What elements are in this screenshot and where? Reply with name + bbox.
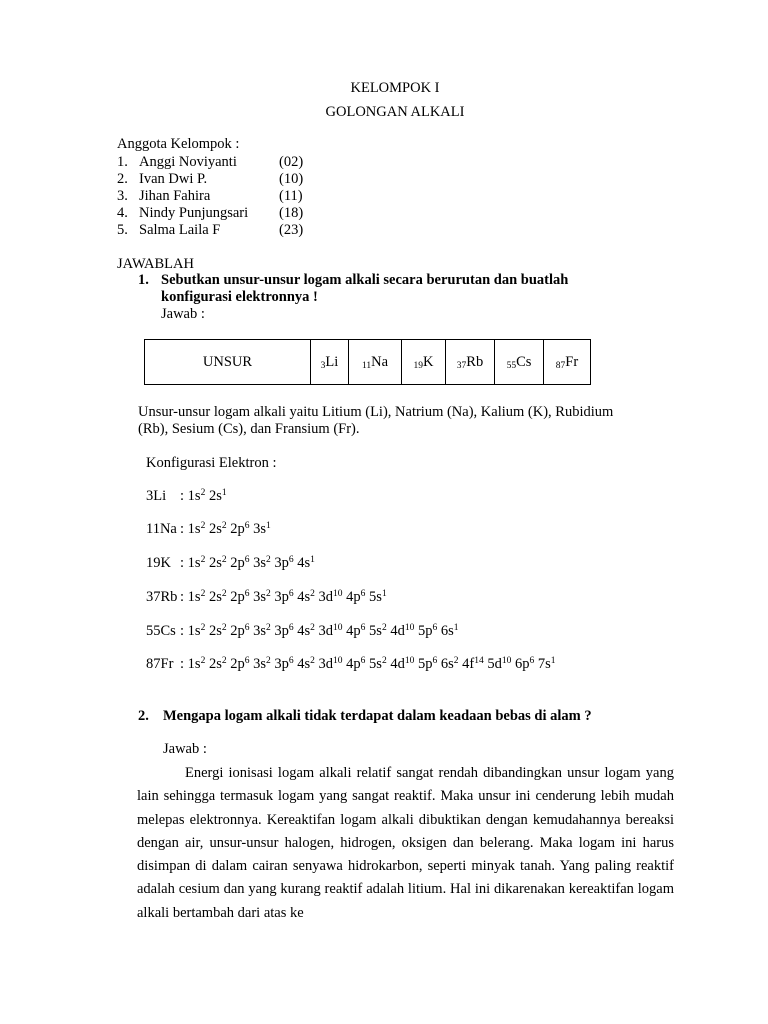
orbital-label: 3p xyxy=(274,555,289,571)
orbital-label: 1s xyxy=(187,488,201,504)
orbital-electrons: 6 xyxy=(244,656,250,666)
orbital-electrons: 10 xyxy=(404,656,415,666)
atomic-number: 11 xyxy=(361,360,372,371)
orbital xyxy=(346,623,365,639)
orbital-label: 3s xyxy=(253,656,266,672)
member-name: Jihan Fahira xyxy=(139,188,211,204)
orbital-electrons: 6 xyxy=(288,623,294,633)
config-row xyxy=(146,521,271,538)
member-name: Anggi Noviyanti xyxy=(139,154,237,170)
orbital xyxy=(188,589,206,605)
config-separator: : xyxy=(180,488,188,504)
orbital-label: 1s xyxy=(187,623,201,639)
orbital-label: 3p xyxy=(274,656,289,672)
orbital-electrons: 2 xyxy=(266,656,271,666)
orbital-label: 5s xyxy=(369,656,382,672)
orbital xyxy=(441,656,459,672)
orbital xyxy=(441,623,459,639)
orbital-electrons: 10 xyxy=(333,623,343,633)
orbital xyxy=(274,623,293,639)
element-symbol: Fr xyxy=(565,353,579,370)
element-symbol: Na xyxy=(371,353,389,370)
orbital-label: 5s xyxy=(369,589,382,605)
orbital xyxy=(319,623,343,639)
orbital-label: 2s xyxy=(208,555,222,571)
config-row xyxy=(146,488,227,505)
summary-line-2: (Rb), Sesium (Cs), dan Fransium (Fr). xyxy=(138,421,360,437)
orbital-label: 4s xyxy=(297,589,311,605)
orbital-label: 5p xyxy=(417,656,433,672)
orbital-label: 1s xyxy=(187,589,201,605)
config-separator: : xyxy=(180,623,188,639)
orbital xyxy=(418,656,437,672)
element-symbol: Li xyxy=(325,353,339,370)
member-number: 4. xyxy=(117,205,128,221)
orbital xyxy=(274,555,293,571)
config-heading: Konfigurasi Elektron : xyxy=(146,455,277,471)
q2-question: Mengapa logam alkali tidak terdapat dalam keadaan bebas di alam ? xyxy=(163,708,592,724)
element-cell xyxy=(495,340,544,385)
orbital-electrons: 10 xyxy=(404,623,415,633)
orbital-electrons: 6 xyxy=(288,656,294,666)
orbital-electrons: 2 xyxy=(200,656,206,666)
orbital-label: 3p xyxy=(274,589,289,605)
orbital-electrons: 2 xyxy=(266,555,271,565)
orbital-label: 4s xyxy=(297,623,311,639)
orbital xyxy=(188,623,206,639)
orbital-electrons: 6 xyxy=(244,589,250,599)
orbital xyxy=(418,623,437,639)
config-element: 55Cs xyxy=(146,623,176,639)
orbital xyxy=(319,589,343,605)
orbital-label: 4p xyxy=(346,589,361,605)
orbital-label: 3s xyxy=(253,623,266,639)
orbital-label: 1s xyxy=(187,656,201,672)
q2-answer-paragraph xyxy=(137,762,674,925)
orbital-electrons: 2 xyxy=(200,623,206,633)
orbital-electrons: 6 xyxy=(288,589,294,599)
orbital xyxy=(230,623,249,639)
member-item xyxy=(117,222,303,239)
orbital-label: 2p xyxy=(230,623,245,639)
element-cell xyxy=(311,340,349,385)
orbital-electrons: 2 xyxy=(221,623,227,633)
orbital xyxy=(297,589,315,605)
member-number: 2. xyxy=(117,171,128,187)
table-row xyxy=(145,340,591,385)
orbital xyxy=(390,623,414,639)
member-attendance-number: (02) xyxy=(279,154,304,170)
element-cell xyxy=(402,340,446,385)
element-cell xyxy=(544,340,591,385)
orbital xyxy=(369,623,387,639)
config-element: 19K xyxy=(146,555,171,571)
orbital xyxy=(369,589,387,605)
element-cell xyxy=(349,340,402,385)
orbital-label: 2s xyxy=(208,521,222,537)
orbital-electrons: 2 xyxy=(310,589,315,599)
orbital-electrons: 6 xyxy=(288,555,294,565)
orbital xyxy=(253,623,271,639)
orbital xyxy=(538,656,556,672)
orbital-label: 6s xyxy=(440,656,454,672)
member-attendance-number: (23) xyxy=(279,222,304,238)
orbital-label: 5s xyxy=(369,623,382,639)
orbital-electrons: 2 xyxy=(310,656,315,666)
atomic-number: 19 xyxy=(413,360,423,371)
config-separator: : xyxy=(180,555,188,571)
orbital-label: 5p xyxy=(417,623,433,639)
orbital-label: 3s xyxy=(253,521,266,537)
orbital-label: 7s xyxy=(537,656,551,672)
orbital-label: 3s xyxy=(253,555,266,571)
orbital xyxy=(230,656,249,672)
orbital-label: 2s xyxy=(208,589,222,605)
orbital-electrons: 6 xyxy=(432,656,438,666)
member-attendance-number: (10) xyxy=(279,171,304,187)
orbital-label: 2s xyxy=(208,488,222,504)
orbital-label: 5d xyxy=(487,656,502,672)
orbital-label: 4d xyxy=(390,656,405,672)
orbital-electrons: 1 xyxy=(381,589,387,599)
orbital-label: 2p xyxy=(230,555,245,571)
orbital xyxy=(297,555,315,571)
orbital-label: 1s xyxy=(187,555,201,571)
orbital-electrons: 2 xyxy=(221,656,227,666)
orbital xyxy=(253,555,271,571)
orbital xyxy=(209,555,227,571)
orbital-label: 4s xyxy=(297,656,311,672)
config-element: 37Rb xyxy=(146,589,178,605)
config-element: 3Li xyxy=(146,488,167,504)
orbital xyxy=(297,623,315,639)
orbital xyxy=(253,589,271,605)
member-name: Ivan Dwi P. xyxy=(139,171,208,187)
orbital-electrons: 10 xyxy=(501,656,512,666)
members-heading: Anggota Kelompok : xyxy=(117,136,240,152)
orbital-label: 3d xyxy=(318,656,334,672)
paragraph-text: Energi ionisasi logam alkali relatif sangat rendah dibandingkan unsur logam yang lain sehingga termasuk logam yang sangat reaktif. Maka unsur ini cenderung lebih mudah melepas elektronnya. Kereaktifan logam alkali dibuktikan dengan kemudahannya bereaksi dengan air, unsur-unsur halogen, hidrogen, oksigen dan belerang. Maka logam ini harus disimpan di dalam cairan senyawa hidrokarbon, seperti minyak tanah. Yang paling reaktif adalah cesium dan yang kurang reaktif adalah litium. Hal ini dikarenakan kereaktifan logam alkali bertambah dari atas ke xyxy=(137,765,674,921)
orbital xyxy=(209,521,227,537)
member-name: Salma Laila F xyxy=(139,222,221,238)
orbital-label: 3p xyxy=(274,623,289,639)
elements-table xyxy=(144,339,591,385)
orbital-electrons: 6 xyxy=(529,656,535,666)
orbital xyxy=(346,589,365,605)
orbital xyxy=(369,656,387,672)
orbital-label: 2s xyxy=(208,656,222,672)
orbital xyxy=(188,488,206,504)
atomic-number: 37 xyxy=(456,360,467,371)
config-row xyxy=(146,555,315,572)
orbital-electrons: 2 xyxy=(221,589,227,599)
orbital-label: 2p xyxy=(230,656,245,672)
document-title: KELOMPOK I xyxy=(350,80,440,96)
orbital-electrons: 2 xyxy=(310,623,315,633)
orbital-electrons: 2 xyxy=(221,521,227,531)
q2-number: 2. xyxy=(138,708,149,724)
summary-line-1: Unsur-unsur logam alkali yaitu Litium (Li), Natrium (Na), Kalium (K), Rubidium xyxy=(138,404,614,420)
table-header-cell: UNSUR xyxy=(145,340,311,385)
orbital xyxy=(253,656,271,672)
orbital xyxy=(487,656,511,672)
orbital xyxy=(188,555,206,571)
orbital-label: 3d xyxy=(318,589,334,605)
element-cell xyxy=(446,340,495,385)
q2-answer-label: Jawab : xyxy=(163,741,207,757)
orbital xyxy=(230,555,249,571)
orbital xyxy=(188,521,206,537)
orbital-electrons: 6 xyxy=(360,589,366,599)
member-attendance-number: (11) xyxy=(279,188,303,204)
atomic-number: 87 xyxy=(555,360,566,371)
member-item xyxy=(117,154,303,171)
orbital-electrons: 10 xyxy=(333,656,343,666)
element-symbol: Cs xyxy=(516,353,532,370)
orbital-label: 6s xyxy=(440,623,454,639)
orbital-electrons: 1 xyxy=(550,656,556,666)
config-row xyxy=(146,623,458,640)
config-separator: : xyxy=(180,521,188,537)
config-element: 87Fr xyxy=(146,656,174,672)
answer-heading: JAWABLAH xyxy=(117,256,194,272)
orbital xyxy=(346,656,365,672)
orbital-label: 1s xyxy=(187,521,201,537)
orbital-electrons: 1 xyxy=(266,521,271,531)
orbital-label: 4d xyxy=(390,623,405,639)
q1-line1: Sebutkan unsur-unsur logam alkali secara berurutan dan buatlah xyxy=(161,272,569,288)
member-item xyxy=(117,188,303,205)
orbital xyxy=(230,589,249,605)
orbital-electrons: 2 xyxy=(200,521,206,531)
document-subtitle: GOLONGAN ALKALI xyxy=(325,104,465,120)
orbital xyxy=(515,656,534,672)
config-row xyxy=(146,656,555,673)
config-separator: : xyxy=(180,589,188,605)
orbital-electrons: 2 xyxy=(200,488,206,498)
member-item xyxy=(117,205,303,222)
element-symbol: K xyxy=(423,353,434,370)
orbital xyxy=(188,656,206,672)
orbital-electrons: 1 xyxy=(310,555,315,565)
orbital xyxy=(230,521,249,537)
orbital xyxy=(209,623,227,639)
member-number: 5. xyxy=(117,222,128,238)
orbital-electrons: 2 xyxy=(200,555,206,565)
orbital-label: 6p xyxy=(514,656,530,672)
orbital-label: 3d xyxy=(318,623,334,639)
q1-answer-label: Jawab : xyxy=(161,306,205,322)
orbital xyxy=(319,656,343,672)
orbital-electrons: 6 xyxy=(244,555,250,565)
orbital xyxy=(390,656,414,672)
orbital-electrons: 14 xyxy=(474,656,484,666)
orbital-electrons: 2 xyxy=(266,589,271,599)
orbital-electrons: 10 xyxy=(333,589,343,599)
orbital-electrons: 6 xyxy=(360,656,366,666)
orbital-electrons: 2 xyxy=(381,623,387,633)
orbital-electrons: 6 xyxy=(360,623,366,633)
member-attendance-number: (18) xyxy=(279,205,304,221)
member-name: Nindy Punjungsari xyxy=(139,205,249,221)
orbital xyxy=(209,656,227,672)
orbital xyxy=(274,589,293,605)
element-symbol: Rb xyxy=(466,353,484,370)
orbital xyxy=(209,589,227,605)
orbital xyxy=(253,521,271,537)
atomic-number: 3 xyxy=(320,360,326,371)
orbital-label: 3s xyxy=(253,589,266,605)
member-number: 3. xyxy=(117,188,128,204)
orbital-electrons: 6 xyxy=(244,521,250,531)
orbital-label: 2p xyxy=(230,589,245,605)
orbital-electrons: 2 xyxy=(266,623,271,633)
orbital xyxy=(274,656,293,672)
orbital xyxy=(462,656,484,672)
orbital-label: 4p xyxy=(346,623,361,639)
orbital-electrons: 2 xyxy=(221,555,227,565)
q1-number: 1. xyxy=(138,272,149,288)
orbital-electrons: 6 xyxy=(244,623,250,633)
config-row xyxy=(146,589,387,606)
atomic-number: 55 xyxy=(506,360,517,371)
member-number: 1. xyxy=(117,154,128,170)
orbital-label: 4s xyxy=(297,555,311,571)
orbital-label: 2s xyxy=(208,623,222,639)
orbital-electrons: 6 xyxy=(432,623,438,633)
q1-line2: konfigurasi elektronnya ! xyxy=(161,289,318,305)
orbital-electrons: 1 xyxy=(453,623,459,633)
orbital-label: 4f xyxy=(462,656,475,672)
orbital-electrons: 2 xyxy=(453,656,459,666)
orbital-label: 4p xyxy=(346,656,361,672)
orbital xyxy=(209,488,227,504)
orbital-electrons: 2 xyxy=(200,589,206,599)
orbital xyxy=(297,656,315,672)
orbital-electrons: 2 xyxy=(381,656,387,666)
member-item xyxy=(117,171,303,188)
orbital-label: 2p xyxy=(230,521,245,537)
config-separator: : xyxy=(180,656,188,672)
config-element: 11Na xyxy=(146,521,177,537)
orbital-electrons: 1 xyxy=(221,488,227,498)
